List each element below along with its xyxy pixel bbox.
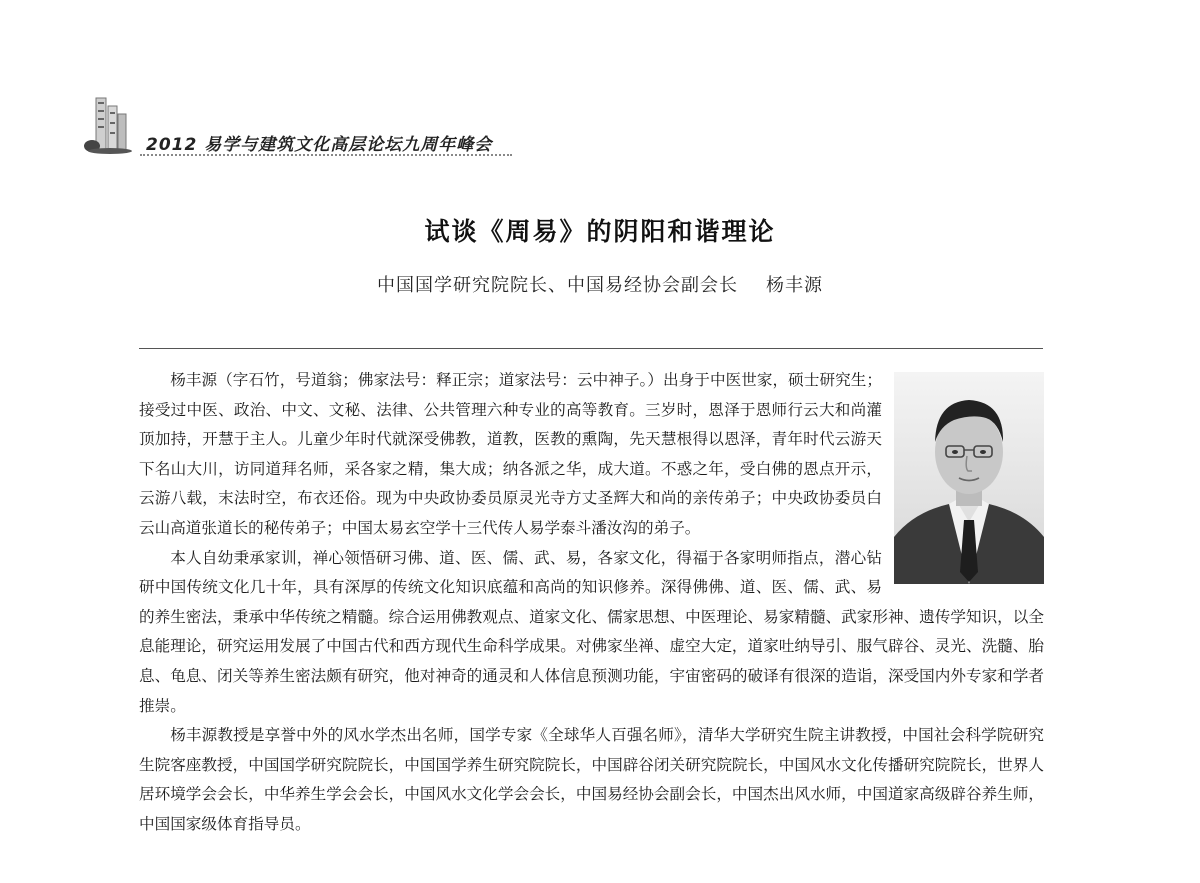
author-name: 杨丰源 [766,275,823,296]
paragraph-2: 本人自幼秉承家训，禅心领悟研习佛、道、医、儒、武、易，各家文化，得福于各家明师指点，潜心钻研中国传统文化几十年，具有深厚的传统文化知识底蕴和高尚的知识修养。深得佛佛、道、医、儒、武、易的养生密法，秉承中华传统之精髓。综合运用佛教观点、道家文化、儒家思想、中医理论、易家精髓、武家形神、遗传学知识，以全息能理论，研究运用发展了中国古代和西方现代生命科学成果。对佛家坐禅、虚空大定，道家吐纳导引、服气辟谷、灵光、洗髓、胎息、龟息、闭关等养生密法颇有研究，他对神奇的通灵和人体信息预测功能，宇宙密码的破译有很深的造诣，深受国内外专家和学者推崇。 [139,548,1044,715]
article-title: 试谈《周易》的阴阳和谐理论 [424,217,776,246]
author-affiliation: 中国国学研究院院长、中国易经协会副会长 [377,275,738,296]
author-portrait-photo [894,372,1044,584]
building-logo-icon [84,96,134,156]
header-rule [140,154,512,156]
paragraph-1: 杨丰源（字石竹，号道翁；佛家法号：释正宗；道家法号：云中神子。）出身于中医世家，硕士研究生；接受过中医、政治、中文、文秘、法律、公共管理六种专业的高等教育。三岁时，恩泽于恩师行云大和尚灌顶加持，开慧于主人。儿童少年时代就深受佛教，道教，医教的熏陶，先天慧根得以恩泽，青年时代云游天下名山大川，访同道拜名师，采各家之精，集大成；纳各派之华，成大道。不惑之年，受白佛的恩点开示，云游八载，末法时空，布衣还俗。现为中央政协委员原灵光寺方丈圣辉大和尚的亲传弟子；中央政协委员白云山高道张道长的秘传弟子；中国太易玄空学十三代传人易学泰斗潘汝沟的弟子。 [139,371,882,537]
running-header-title: 2012 易学与建筑文化高层论坛九周年峰会 [146,135,493,155]
section-divider [139,348,1043,349]
paragraph-3: 杨丰源教授是享誉中外的风水学杰出名师，国学专家《全球华人百强名师》，清华大学研究生院主讲教授，中国社会科学院研究生院客座教授，中国国学研究院院长，中国国学养生研究院院长，中国辟谷闭关研究院院长，中国风水文化传播研究院院长，世界人居环境学会会长，中华养生学会会长，中国风水文化学会会长，中国易经协会副会长，中国杰出风水师，中国道家高级辟谷养生师，中国国家级体育指导员。 [139,726,1044,833]
article-body [139,366,1044,840]
byline [0,271,1200,297]
